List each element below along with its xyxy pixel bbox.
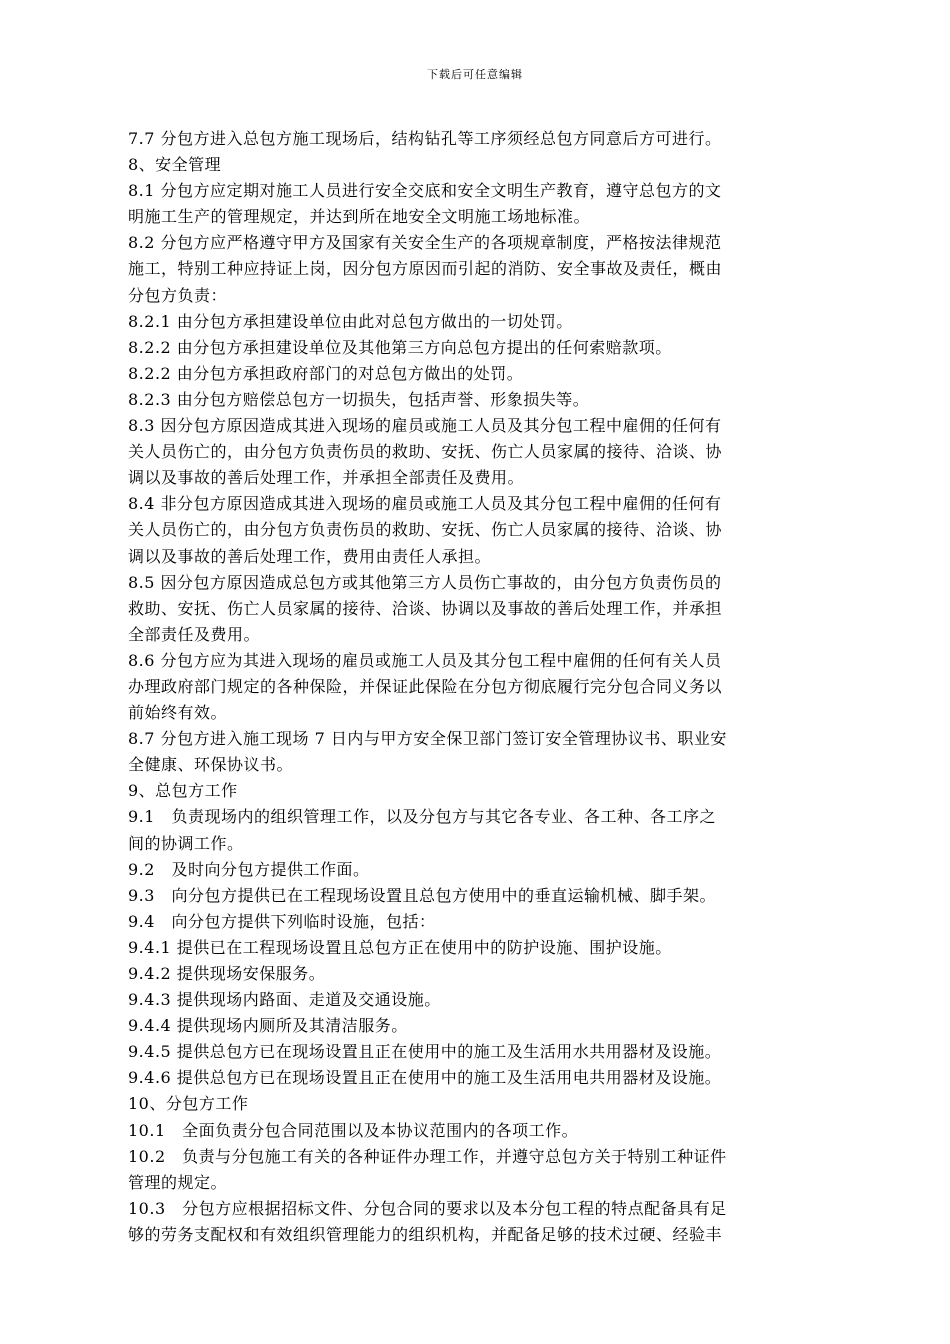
text-line: 调以及事故的善后处理工作，费用由责任人承担。	[128, 546, 492, 566]
text-line: 9.4.2 提供现场安保服务。	[128, 964, 326, 983]
text-line: 8.2.1 由分包方承担建设单位由此对总包方做出的一切处罚。	[128, 311, 573, 331]
text-line: 间的协调工作。	[128, 833, 244, 853]
text-line: 全健康、环保协议书。	[128, 755, 294, 775]
text-line: 前始终有效。	[128, 703, 228, 723]
text-line: 10.2 负责与分包施工有关的各种证件办理工作，并遵守总包方关于特别工种证件	[128, 1146, 727, 1166]
text-line: 8、安全管理	[128, 155, 222, 175]
text-line: 8.5 因分包方原因造成总包方或其他第三方人员伤亡事故的，由分包方负责伤员的	[128, 572, 722, 592]
text-line: 关人员伤亡的，由分包方负责伤员的救助、安抚、伤亡人员家属的接待、洽谈、协	[128, 442, 723, 462]
text-line: 9.1 负责现场内的组织管理工作，以及分包方与其它各专业、各工种、各工序之	[128, 807, 716, 827]
text-line: 9.4 向分包方提供下列临时设施，包括：	[128, 911, 436, 931]
text-line: 9.2 及时向分包方提供工作面。	[128, 859, 370, 879]
text-line: 管理的规定。	[128, 1172, 228, 1192]
text-line: 明施工生产的管理规定，并达到所在地安全文明施工场地标准。	[128, 207, 591, 227]
text-line: 9.4.4 提供现场内厕所及其清洁服务。	[128, 1016, 408, 1036]
text-line: 8.2 分包方应严格遵守甲方及国家有关安全生产的各项规章制度，严格按法律规范	[128, 233, 722, 253]
text-line: 调以及事故的善后处理工作，并承担全部责任及费用。	[128, 468, 525, 488]
text-line: 7.7 分包方进入总包方施工现场后，结构钻孔等工序须经总包方同意后方可进行。	[128, 129, 722, 148]
text-line: 9、总包方工作	[128, 781, 238, 801]
text-line: 办理政府部门规定的各种保险，并保证此保险在分包方彻底履行完分包合同义务以	[128, 676, 723, 696]
document-body	[128, 126, 822, 1248]
text-line: 关人员伤亡的，由分包方负责伤员的救助、安抚、伤亡人员家属的接待、洽谈、协	[128, 520, 723, 540]
text-line: 8.7 分包方进入施工现场 7 日内与甲方安全保卫部门签订安全管理协议书、职业安	[128, 729, 727, 749]
text-line: 9.4.6 提供总包方已在现场设置且正在使用中的施工及生活用电共用器材及设施。	[128, 1068, 722, 1088]
text-line: 够的劳务支配权和有效组织管理能力的组织机构，并配备足够的技术过硬、经验丰	[128, 1224, 723, 1244]
text-line: 8.2.2 由分包方承担建设单位及其他第三方向总包方提出的任何索赔款项。	[128, 337, 672, 357]
text-line: 8.6 分包方应为其进入现场的雇员或施工人员及其分包工程中雇佣的任何有关人员	[128, 650, 722, 670]
text-line: 8.1 分包方应定期对施工人员进行安全交底和安全文明生产教育，遵守总包方的文	[128, 181, 722, 201]
text-line: 10、分包方工作	[128, 1094, 249, 1114]
text-line: 分包方负责：	[128, 285, 228, 305]
text-line: 9.4.3 提供现场内路面、走道及交通设施。	[128, 990, 441, 1010]
text-line: 8.2.2 由分包方承担政府部门的对总包方做出的处罚。	[128, 363, 524, 383]
text-line: 8.2.3 由分包方赔偿总包方一切损失，包括声誉、形象损失等。	[128, 389, 590, 409]
text-line: 施工，特别工种应持证上岗，因分包方原因而引起的消防、安全事故及责任，概由	[128, 259, 723, 279]
text-line: 9.3 向分包方提供已在工程现场设置且总包方使用中的垂直运输机械、脚手架。	[128, 885, 716, 905]
page-header: 下载后可任意编辑	[427, 68, 523, 81]
text-line: 8.4 非分包方原因造成其进入现场的雇员或施工人员及其分包工程中雇佣的任何有	[128, 494, 722, 514]
text-line: 救助、安抚、伤亡人员家属的接待、洽谈、协调以及事故的善后处理工作，并承担	[128, 598, 723, 618]
text-line: 全部责任及费用。	[128, 624, 261, 644]
text-line: 9.4.1 提供已在工程现场设置且总包方正在使用中的防护设施、围护设施。	[128, 937, 672, 957]
text-line: 10.3 分包方应根据招标文件、分包合同的要求以及本分包工程的特点配备具有足	[128, 1198, 727, 1218]
text-line: 9.4.5 提供总包方已在现场设置且正在使用中的施工及生活用水共用器材及设施。	[128, 1042, 722, 1062]
text-line: 8.3 因分包方原因造成其进入现场的雇员或施工人员及其分包工程中雇佣的任何有	[128, 416, 722, 436]
text-line: 10.1 全面负责分包合同范围以及本协议范围内的各项工作。	[128, 1120, 579, 1140]
